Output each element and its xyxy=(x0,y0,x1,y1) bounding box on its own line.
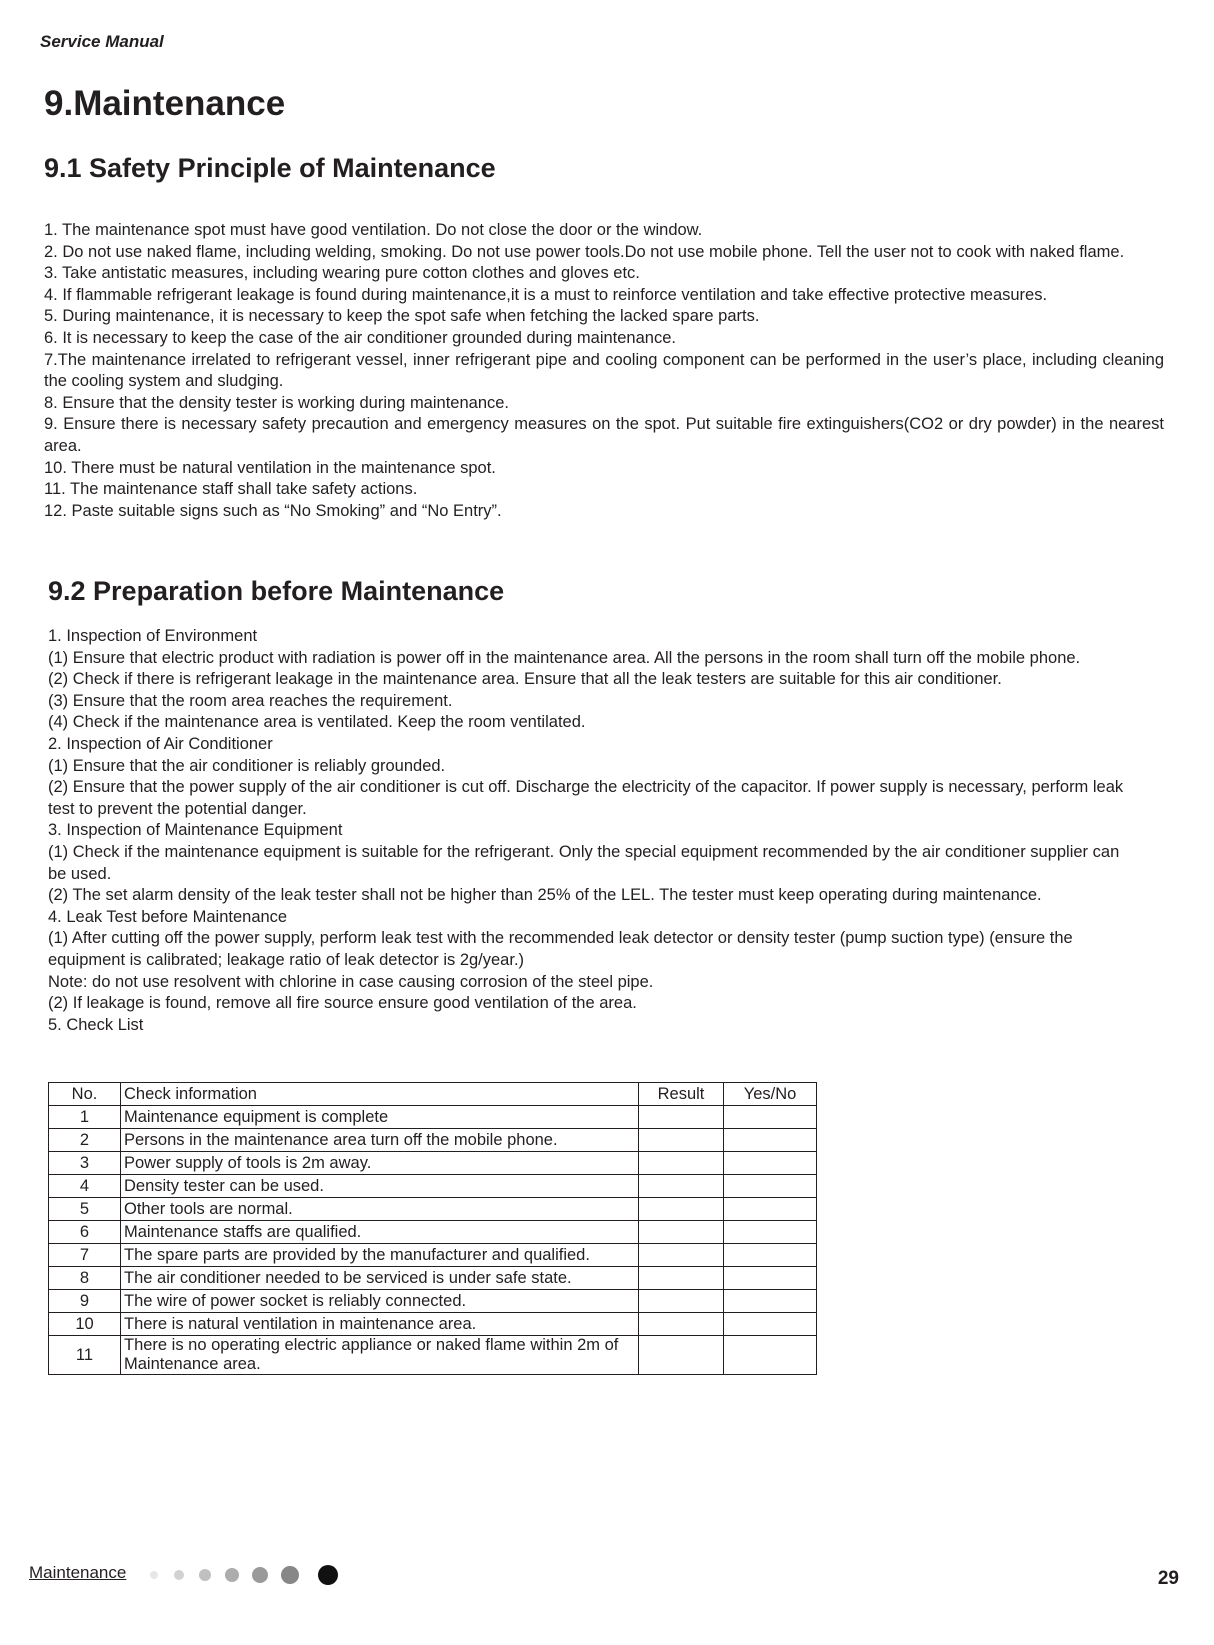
safety-principles-list xyxy=(44,220,1164,522)
row-result xyxy=(639,1129,724,1152)
row-number: 4 xyxy=(49,1175,121,1198)
preparation-line: (4) Check if the maintenance area is ventilated. Keep the room ventilated. xyxy=(48,713,586,732)
row-number: 6 xyxy=(49,1221,121,1244)
table-row xyxy=(49,1106,817,1129)
safety-item: 12. Paste suitable signs such as “No Smoking” and “No Entry”. xyxy=(44,501,502,520)
row-number: 5 xyxy=(49,1198,121,1221)
preparation-line: (3) Ensure that the room area reaches the requirement. xyxy=(48,691,453,710)
preparation-list xyxy=(48,626,1128,1036)
progress-dot-icon xyxy=(281,1566,299,1584)
safety-item: 6. It is necessary to keep the case of the air conditioner grounded during maintenance. xyxy=(44,328,676,347)
row-result xyxy=(639,1267,724,1290)
safety-item: 1. The maintenance spot must have good ventilation. Do not close the door or the window. xyxy=(44,221,703,239)
preparation-line: 1. Inspection of Environment xyxy=(48,627,258,645)
row-result xyxy=(639,1244,724,1267)
row-number: 1 xyxy=(49,1106,121,1129)
preparation-line: 3. Inspection of Maintenance Equipment xyxy=(48,821,343,840)
safety-item: 4. If flammable refrigerant leakage is found during maintenance,it is a must to reinforce ventilation and take effective protective measures. xyxy=(44,285,1048,304)
row-check-information: Power supply of tools is 2m away. xyxy=(121,1152,639,1175)
row-check-information: Maintenance equipment is complete xyxy=(121,1106,639,1129)
table-header-row xyxy=(49,1083,817,1106)
row-number: 7 xyxy=(49,1244,121,1267)
preparation-line: (2) If leakage is found, remove all fire source ensure good ventilation of the area. xyxy=(48,994,637,1013)
row-result xyxy=(639,1290,724,1313)
table-row xyxy=(49,1129,817,1152)
preparation-line: (2) The set alarm density of the leak tester shall not be higher than 25% of the LEL. The tester must keep operating during maintenance. xyxy=(48,886,1042,905)
preparation-line: (1) Ensure that electric product with radiation is power off in the maintenance area. All the persons in the room shall turn off the mobile phone. xyxy=(48,648,1081,667)
progress-dot-icon xyxy=(150,1571,158,1579)
row-check-information: There is natural ventilation in maintenance area. xyxy=(121,1313,639,1336)
section-title-preparation: 9.2 Preparation before Maintenance xyxy=(48,576,505,606)
row-yes-no xyxy=(724,1336,817,1375)
row-number: 2 xyxy=(49,1129,121,1152)
progress-dot-icon xyxy=(225,1568,239,1582)
row-check-information: There is no operating electric appliance or naked flame within 2m of Maintenance area. xyxy=(121,1336,639,1375)
row-check-information: The air conditioner needed to be serviced is under safe state. xyxy=(121,1267,639,1290)
running-header: Service Manual xyxy=(40,32,164,51)
safety-item: 7.The maintenance irrelated to refrigerant vessel, inner refrigerant pipe and cooling component can be performed in the user’s place, including cleaning the cooling system and sludging. xyxy=(44,350,1164,391)
page-number: 29 xyxy=(1157,1568,1179,1589)
preparation-line: Note: do not use resolvent with chlorine in case causing corrosion of the steel pipe. xyxy=(48,972,654,991)
progress-dots xyxy=(150,1563,350,1587)
progress-dot-icon xyxy=(174,1570,184,1580)
column-header-no: No. xyxy=(49,1083,121,1106)
row-yes-no xyxy=(724,1129,817,1152)
table-row xyxy=(49,1313,817,1336)
preparation-line: 2. Inspection of Air Conditioner xyxy=(48,734,273,753)
row-number: 10 xyxy=(49,1313,121,1336)
row-result xyxy=(639,1106,724,1129)
preparation-line: (2) Ensure that the power supply of the air conditioner is cut off. Discharge the electricity of the capacitor. If power supply is necessary, perform leak test to prevent the potential danger. xyxy=(48,778,1124,818)
preparation-line: 4. Leak Test before Maintenance xyxy=(48,907,288,926)
table-row xyxy=(49,1175,817,1198)
row-number: 3 xyxy=(49,1152,121,1175)
table-row xyxy=(49,1290,817,1313)
row-result xyxy=(639,1152,724,1175)
progress-dot-icon xyxy=(252,1567,268,1583)
row-check-information: Maintenance staffs are qualified. xyxy=(121,1221,639,1244)
row-check-information: Persons in the maintenance area turn off the mobile phone. xyxy=(121,1129,639,1152)
row-number: 11 xyxy=(49,1336,121,1375)
column-header-result: Result xyxy=(639,1083,724,1106)
safety-item: 2. Do not use naked flame, including welding, smoking. Do not use power tools.Do not use mobile phone. Tell the user not to cook with naked flame. xyxy=(44,242,1125,261)
preparation-line: (2) Check if there is refrigerant leakage in the maintenance area. Ensure that all the leak testers are suitable for this air conditioner. xyxy=(48,670,1002,689)
row-result xyxy=(639,1313,724,1336)
progress-dot-icon xyxy=(318,1565,338,1585)
preparation-line: (1) After cutting off the power supply, perform leak test with the recommended leak detector or density tester (pump suction type) (ensure the equipment is calibrated; leakage ratio of leak detector is 2g/year.) xyxy=(48,929,1073,969)
row-yes-no xyxy=(724,1152,817,1175)
check-list-table xyxy=(48,1082,817,1375)
table-row xyxy=(49,1244,817,1267)
table-row xyxy=(49,1152,817,1175)
row-yes-no xyxy=(724,1244,817,1267)
chapter-title: 9.Maintenance xyxy=(44,84,286,123)
row-check-information: Other tools are normal. xyxy=(121,1198,639,1221)
row-number: 9 xyxy=(49,1290,121,1313)
row-check-information: The spare parts are provided by the manufacturer and qualified. xyxy=(121,1244,639,1267)
preparation-line: (1) Check if the maintenance equipment is suitable for the refrigerant. Only the special equipment recommended by the air conditioner supplier can be used. xyxy=(48,842,1120,883)
row-yes-no xyxy=(724,1175,817,1198)
safety-item: 3. Take antistatic measures, including wearing pure cotton clothes and gloves etc. xyxy=(44,264,640,283)
row-number: 8 xyxy=(49,1267,121,1290)
row-yes-no xyxy=(724,1267,817,1290)
safety-item: 9. Ensure there is necessary safety precaution and emergency measures on the spot. Put suitable fire extinguishers(CO2 or dry powder) in the nearest area. xyxy=(44,415,1164,455)
safety-item: 8. Ensure that the density tester is working during maintenance. xyxy=(44,393,510,412)
row-yes-no xyxy=(724,1106,817,1129)
row-check-information: Density tester can be used. xyxy=(121,1175,639,1198)
row-result xyxy=(639,1221,724,1244)
table-row xyxy=(49,1221,817,1244)
row-yes-no xyxy=(724,1313,817,1336)
row-yes-no xyxy=(724,1290,817,1313)
safety-item: 5. During maintenance, it is necessary to keep the spot safe when fetching the lacked spare parts. xyxy=(44,307,760,326)
table-row xyxy=(49,1267,817,1290)
footer-section-label: Maintenance xyxy=(29,1563,127,1582)
section-title-safety: 9.1 Safety Principle of Maintenance xyxy=(44,153,496,183)
row-result xyxy=(639,1336,724,1375)
preparation-line: (1) Ensure that the air conditioner is reliably grounded. xyxy=(48,756,446,775)
progress-dot-icon xyxy=(199,1569,211,1581)
preparation-line: 5. Check List xyxy=(48,1015,144,1034)
column-header-check-information: Check information xyxy=(121,1083,639,1106)
row-check-information: The wire of power socket is reliably connected. xyxy=(121,1290,639,1313)
row-yes-no xyxy=(724,1221,817,1244)
table-row xyxy=(49,1336,817,1375)
table-row xyxy=(49,1198,817,1221)
row-result xyxy=(639,1198,724,1221)
row-yes-no xyxy=(724,1198,817,1221)
safety-item: 11. The maintenance staff shall take safety actions. xyxy=(44,480,418,499)
safety-item: 10. There must be natural ventilation in the maintenance spot. xyxy=(44,458,496,477)
row-result xyxy=(639,1175,724,1198)
column-header-yes-no: Yes/No xyxy=(724,1083,817,1106)
